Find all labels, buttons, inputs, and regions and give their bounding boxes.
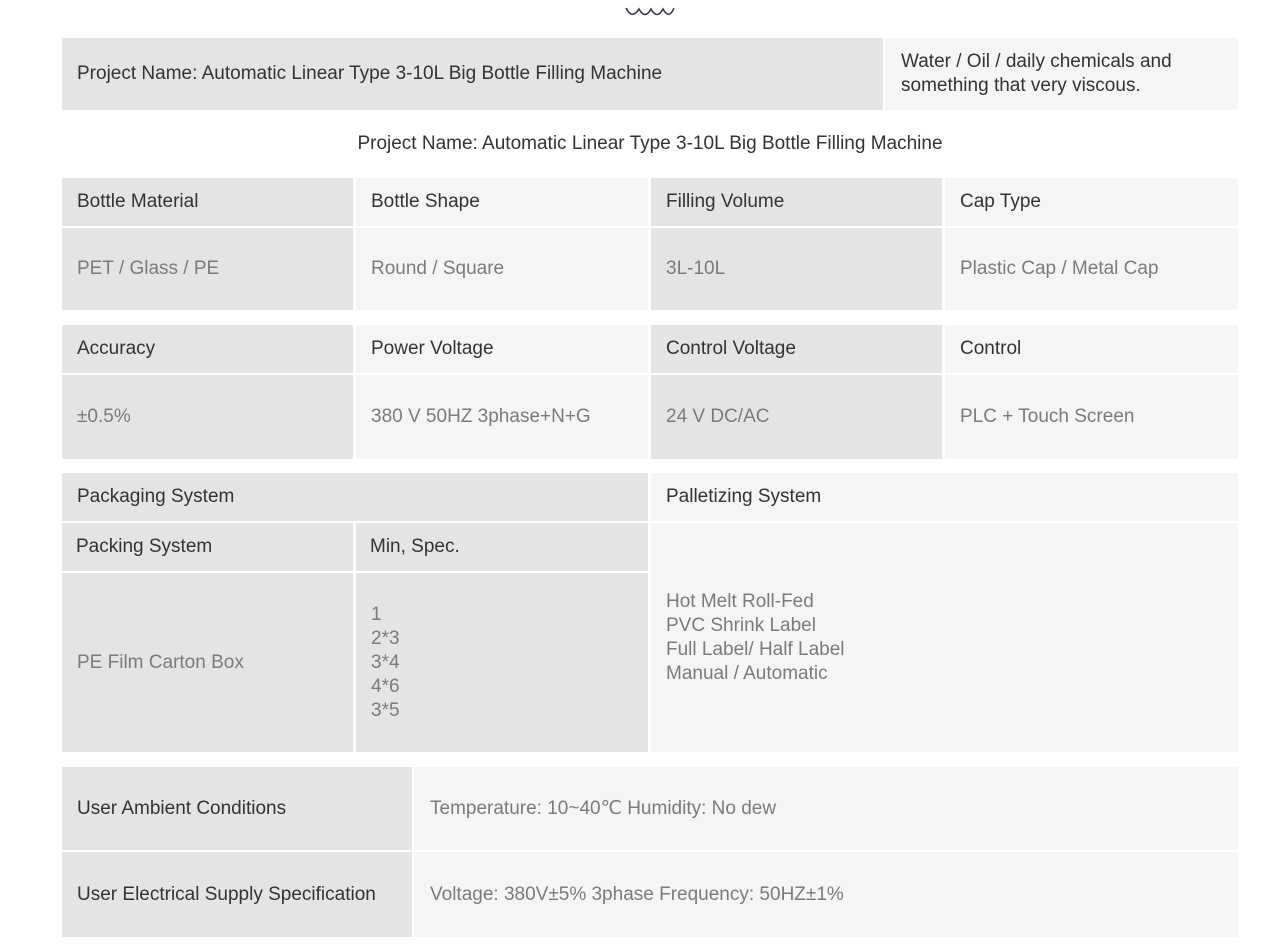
header-label: Filling Volume (666, 191, 785, 212)
min-spec-values-cell (356, 573, 648, 752)
header-label: Bottle Material (77, 191, 199, 212)
ambient-conditions-label (62, 767, 412, 850)
value-cap-type (945, 228, 1238, 310)
value-control (945, 375, 1238, 459)
packing-system-label-cell (62, 523, 353, 571)
project-name-text: Project Name: Automatic Linear Type 3-10L Big Bottle Filling Machine (77, 63, 663, 84)
header-label: Control Voltage (666, 338, 796, 359)
electrical-supply-label (62, 852, 412, 937)
value-label: 3L-10L (666, 258, 726, 279)
header-bottle-shape (356, 178, 648, 226)
header-filling-volume (651, 178, 942, 226)
ambient-conditions-value (414, 767, 1238, 850)
value-label: PLC + Touch Screen (960, 406, 1135, 427)
packaging-system-header (62, 473, 648, 521)
project-name-cell (62, 38, 883, 110)
header-label: Control (960, 338, 1022, 359)
palletizing-values-cell (651, 523, 1238, 752)
value-label: Voltage: 380V±5% 3phase Frequency: 50HZ±1% (430, 883, 844, 905)
value-label: 1 2*3 3*4 4*6 3*5 (371, 603, 400, 721)
min-spec-label-cell (356, 523, 648, 571)
header-label: Cap Type (960, 191, 1041, 212)
header-accuracy (62, 325, 353, 373)
value-filling-volume (651, 228, 942, 310)
header-cap-type (945, 178, 1238, 226)
value-label: Hot Melt Roll-Fed PVC Shrink Label Full Label/ Half Label Manual / Automatic (666, 590, 845, 684)
header-control (945, 325, 1238, 373)
materials-text: Water / Oil / daily chemicals and something that very viscous. (901, 51, 1172, 96)
header-power-voltage (356, 325, 648, 373)
value-label: Plastic Cap / Metal Cap (960, 258, 1159, 279)
value-label: 24 V DC/AC (666, 406, 770, 427)
value-label: Round / Square (371, 258, 505, 279)
value-control-voltage (651, 375, 942, 459)
value-label: 380 V 50HZ 3phase+N+G (371, 406, 591, 427)
value-bottle-material (62, 228, 353, 310)
wave-icon (624, 0, 676, 20)
section-title: Project Name: Automatic Linear Type 3-10L Big Bottle Filling Machine (357, 133, 943, 154)
header-label: User Electrical Supply Specification (77, 883, 376, 905)
header-label: Accuracy (77, 338, 156, 359)
header-label: Palletizing System (666, 486, 822, 507)
packing-value-cell (62, 573, 353, 752)
value-label: ±0.5% (77, 406, 131, 427)
header-label: User Ambient Conditions (77, 797, 287, 819)
header-label: Packaging System (77, 486, 235, 507)
header-label: Bottle Shape (371, 191, 480, 212)
value-accuracy (62, 375, 353, 459)
header-bottle-material (62, 178, 353, 226)
header-control-voltage (651, 325, 942, 373)
value-bottle-shape (356, 228, 648, 310)
value-label: Temperature: 10~40℃ Humidity: No dew (430, 797, 777, 819)
value-label: PET / Glass / PE (77, 258, 220, 279)
header-label: Min, Spec. (370, 536, 460, 557)
value-power-voltage (356, 375, 648, 459)
value-label: PE Film Carton Box (77, 651, 244, 673)
electrical-supply-value (414, 852, 1238, 937)
materials-cell (885, 38, 1238, 110)
header-label: Packing System (76, 536, 213, 557)
header-label: Power Voltage (371, 338, 494, 359)
palletizing-system-header (651, 473, 1238, 521)
